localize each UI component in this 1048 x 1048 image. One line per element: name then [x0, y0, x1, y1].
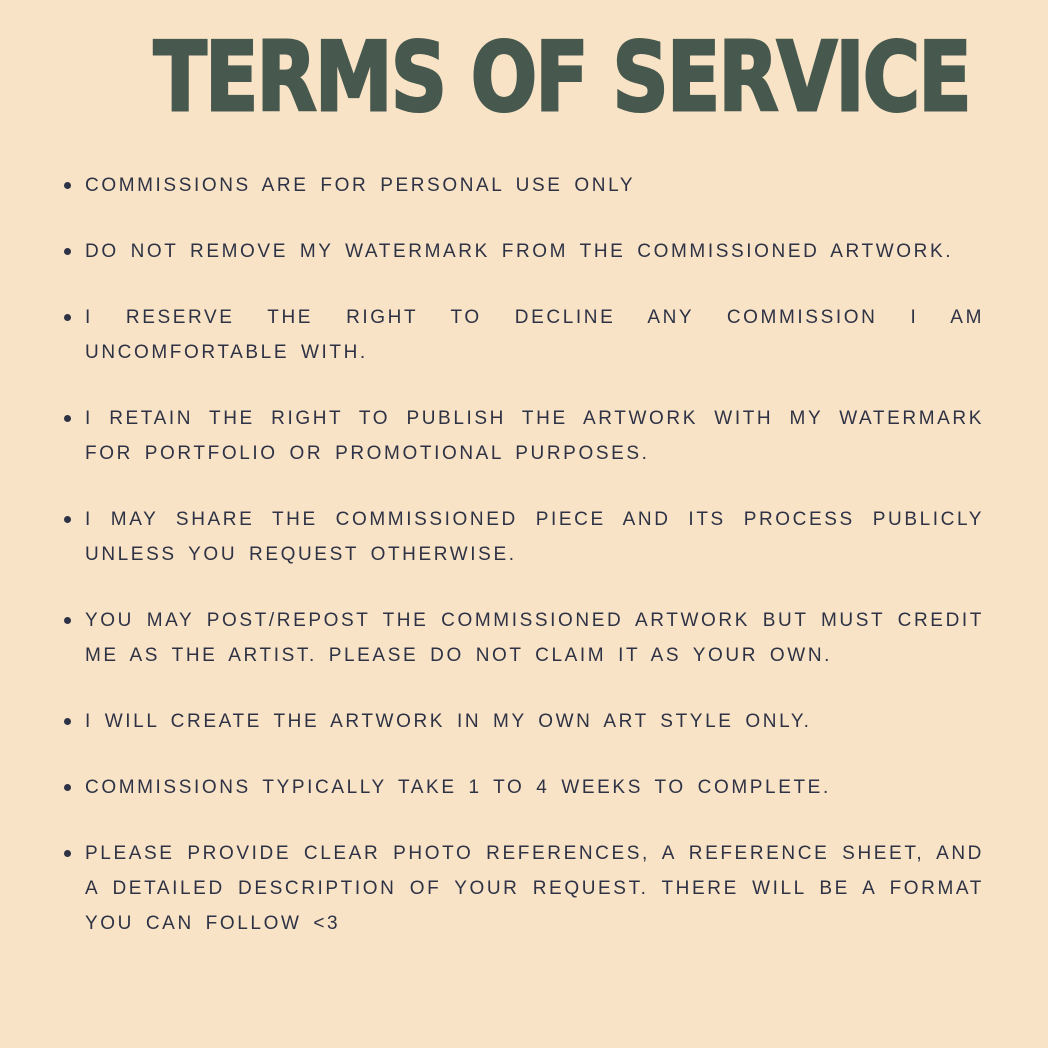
bullet-dot-icon	[64, 415, 71, 422]
bullet-dot-icon	[64, 182, 71, 189]
bullet-dot-icon	[64, 850, 71, 857]
term-text: I RETAIN THE RIGHT TO PUBLISH THE ARTWORK WITH MY WATERMARK FOR PORTFOLIO OR PROMOTIONAL PURPOSES.	[85, 408, 984, 464]
term-text: COMMISSIONS TYPICALLY TAKE 1 TO 4 WEEKS TO COMPLETE.	[85, 777, 831, 798]
bullet-dot-icon	[64, 314, 71, 321]
title-container	[64, 23, 984, 133]
term-text: DO NOT REMOVE MY WATERMARK FROM THE COMMISSIONED ARTWORK.	[85, 241, 954, 262]
term-item	[64, 704, 984, 739]
page-title: TERMS OF SERVICE	[153, 23, 970, 133]
terms-list	[64, 168, 984, 941]
bullet-dot-icon	[64, 617, 71, 624]
term-item	[64, 234, 984, 269]
bullet-dot-icon	[64, 784, 71, 791]
term-item	[64, 603, 984, 673]
term-text: I MAY SHARE THE COMMISSIONED PIECE AND ITS PROCESS PUBLICLY UNLESS YOU REQUEST OTHERWISE.	[85, 509, 984, 565]
bullet-dot-icon	[64, 248, 71, 255]
term-item	[64, 168, 984, 203]
term-item	[64, 401, 984, 471]
term-item	[64, 502, 984, 572]
bullet-dot-icon	[64, 718, 71, 725]
term-item	[64, 836, 984, 941]
term-text: PLEASE PROVIDE CLEAR PHOTO REFERENCES, A REFERENCE SHEET, AND A DETAILED DESCRIPTION OF YOUR REQUEST. THERE WILL BE A FORMAT YOU CAN FOLLOW <3	[85, 843, 984, 934]
term-text: I WILL CREATE THE ARTWORK IN MY OWN ART STYLE ONLY.	[85, 711, 812, 732]
bullet-dot-icon	[64, 516, 71, 523]
term-item	[64, 300, 984, 370]
term-item	[64, 770, 984, 805]
term-text: I RESERVE THE RIGHT TO DECLINE ANY COMMISSION I AM UNCOMFORTABLE WITH.	[85, 307, 984, 363]
term-text: COMMISSIONS ARE FOR PERSONAL USE ONLY	[85, 175, 636, 196]
term-text: YOU MAY POST/REPOST THE COMMISSIONED ARTWORK BUT MUST CREDIT ME AS THE ARTIST. PLEASE DO NOT CLAIM IT AS YOUR OWN.	[85, 610, 984, 666]
